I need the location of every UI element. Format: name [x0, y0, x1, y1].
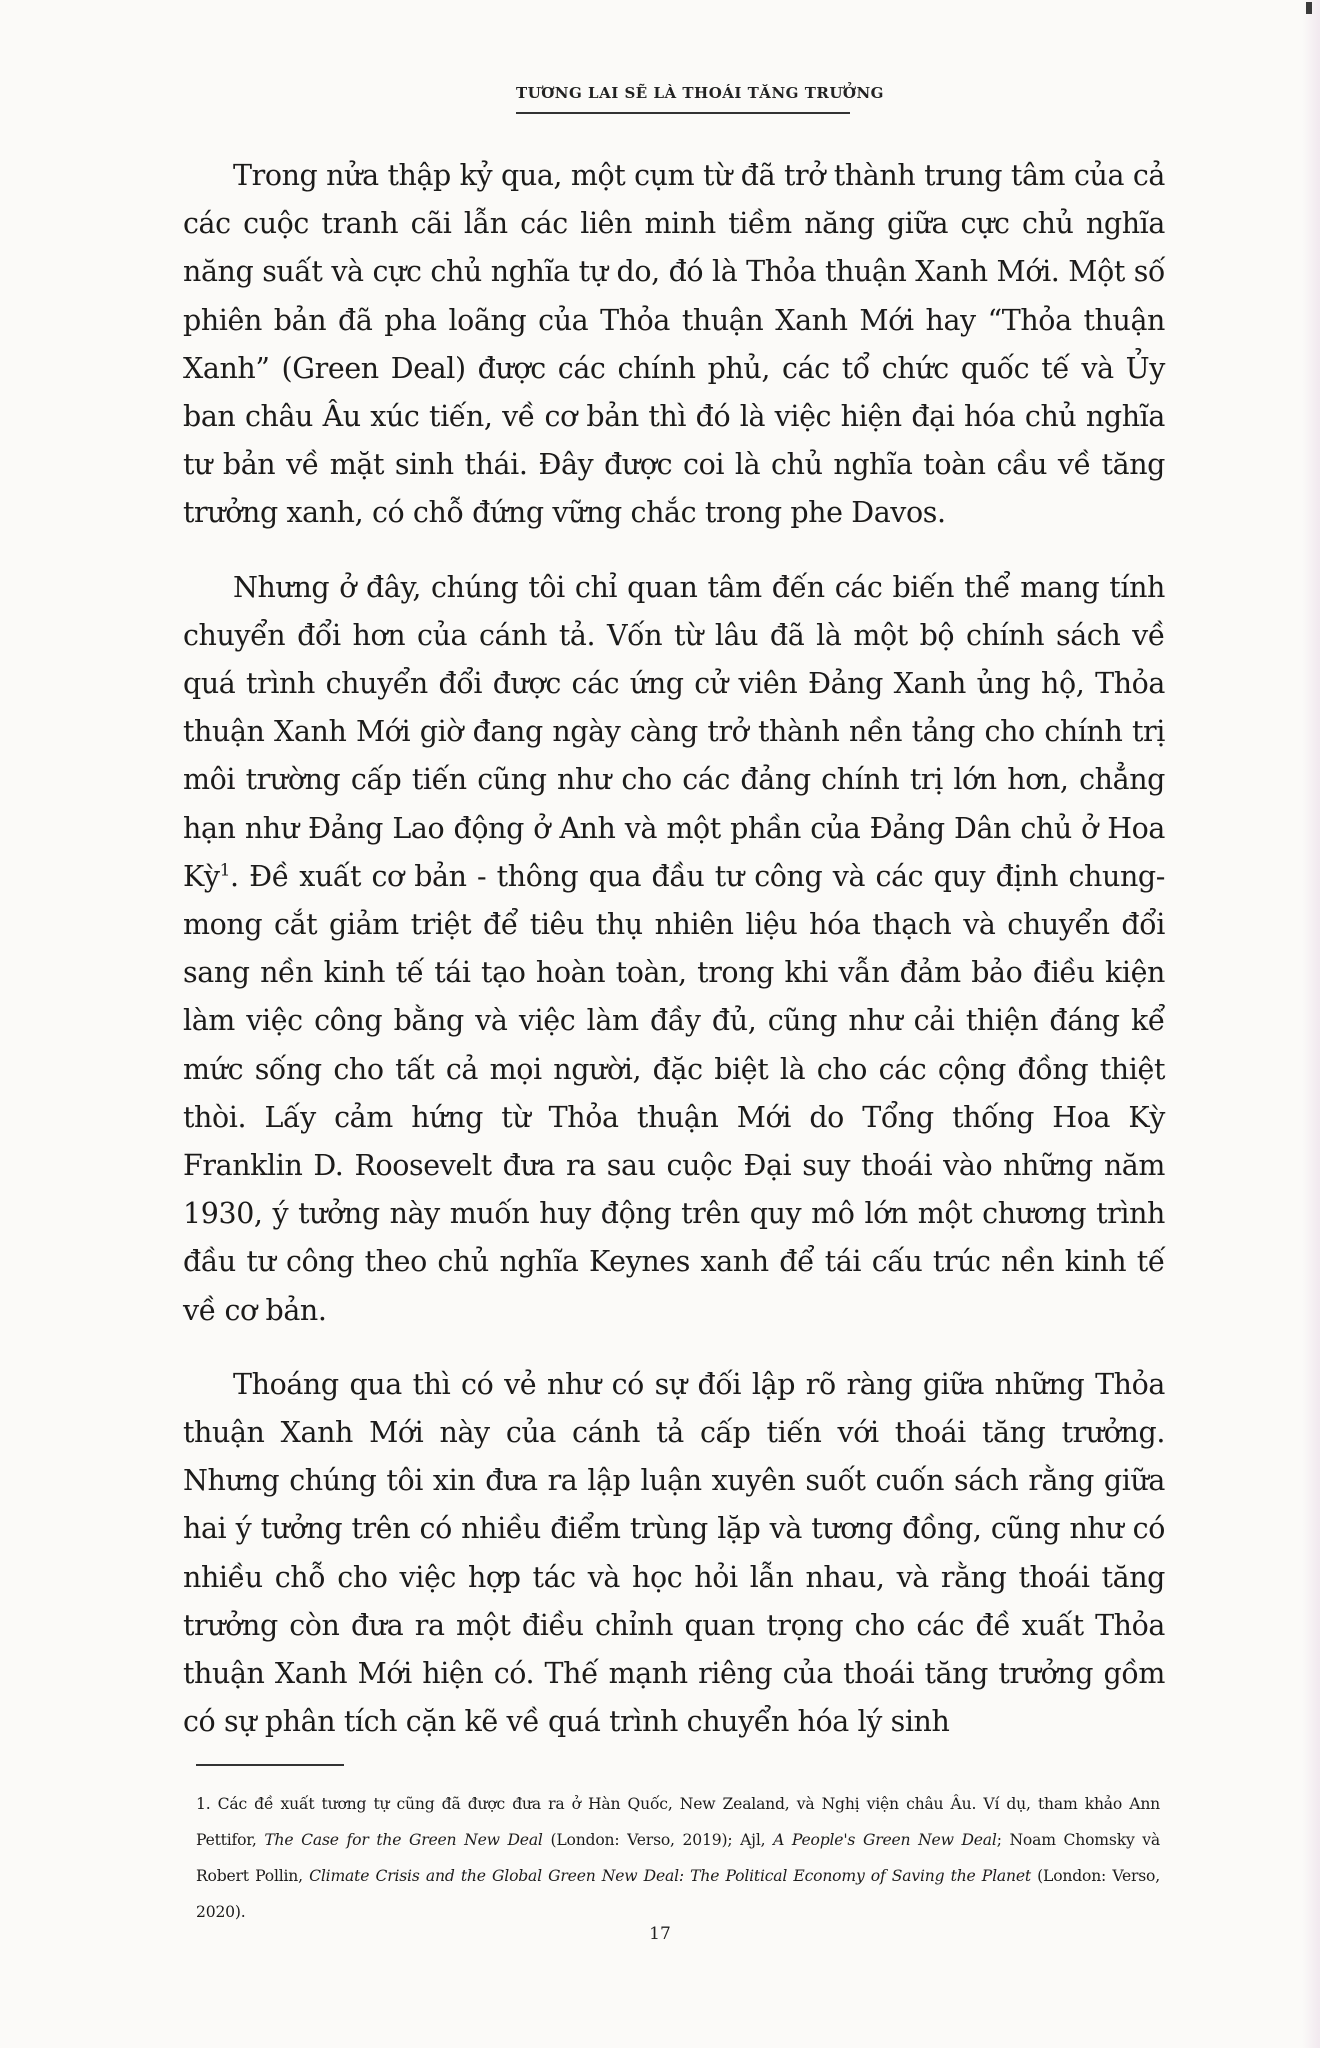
footnote-title-2: A People's Green New Deal [773, 1831, 997, 1849]
footnote-title-1: The Case for the Green New Deal [264, 1831, 543, 1849]
paragraph-2-text-b: . Đề xuất cơ bản - thông qua đầu tư công và các quy định chung- mong cắt giảm triệt để tiêu thụ nhiên liệu hóa thạch và chuyển đổi sang nền kinh tế tái tạo hoàn toàn, trong khi vẫn đảm bảo điều kiện làm việc công bằng và việc làm đầy đủ, cũng như cải thiện đáng kể mức sống cho tất cả mọi người, đặc biệt là cho các cộng đồng thiệt thòi. Lấy cảm hứng từ Thỏa thuận Mới do Tổng thống Hoa Kỳ Franklin D. Roosevelt đưa ra sau cuộc Đại suy thoái vào những năm 1930, ý tưởng này muốn huy động trên quy mô lớn một chương trình đầu tư công theo chủ nghĩa Keynes xanh để tái cấu trúc nền kinh tế về cơ bản. [183, 859, 1165, 1327]
scan-edge [1302, 0, 1320, 2048]
footnote [196, 1786, 1160, 1930]
paragraph-1: Trong nửa thập kỷ qua, một cụm từ đã trở thành trung tâm của cả các cuộc tranh cãi lẫn các liên minh tiềm năng giữa cực chủ nghĩa năng suất và cực chủ nghĩa tự do, đó là Thỏa thuận Xanh Mới. Một số phiên bản đã pha loãng của Thỏa thuận Xanh Mới hay “Thỏa thuận Xanh” (Green Deal) được các chính phủ, các tổ chức quốc tế và Ủy ban châu Âu xúc tiến, về cơ bản thì đó là việc hiện đại hóa chủ nghĩa tư bản về mặt sinh thái. Đây được coi là chủ nghĩa toàn cầu về tăng trưởng xanh, có chỗ đứng vững chắc trong phe Davos. [183, 159, 1165, 530]
body-text [183, 152, 1165, 1747]
running-header [516, 84, 884, 114]
footnote-text-2: (London: Verso, 2019); Ajl, [542, 1831, 774, 1849]
running-title: TƯƠNG LAI SẼ LÀ THOÁI TĂNG TRƯỞNG [516, 84, 884, 102]
footnote-title-3: Climate Crisis and the Global Green New Deal: The Political Economy of Saving the Planet [309, 1867, 1031, 1885]
footnote-rule [196, 1764, 344, 1766]
corner-mark [1306, 2, 1312, 14]
footnote-text-3: ; Noam Chomsky và Robert Pollin, [196, 1831, 1160, 1885]
paragraph-2 [183, 564, 1165, 1335]
footnote-text-1: 1. Các đề xuất tương tự cũng đã được đưa ra ở Hàn Quốc, New Zealand, và Nghị viện châu Âu. Ví dụ, tham khảo Ann Pettifor, [196, 1795, 1160, 1849]
footnote-text-4: (London: Verso, 2020). [196, 1867, 1160, 1921]
paragraph-2-text-a: Nhưng ở đây, chúng tôi chỉ quan tâm đến các biến thể mang tính chuyển đổi hơn của cánh tả. Vốn từ lâu đã là một bộ chính sách về quá trình chuyển đổi được các ứng cử viên Đảng Xanh ủng hộ, Thỏa thuận Xanh Mới giờ đang ngày càng trở thành nền tảng cho chính trị môi trường cấp tiến cũng như cho các đảng chính trị lớn hơn, chẳng hạn như Đảng Lao động ở Anh và một phần của Đảng Dân chủ ở Hoa Kỳ [183, 570, 1165, 893]
header-rule [516, 112, 850, 114]
page-number: 17 [649, 1924, 671, 1944]
footnote-reference[interactable]: 1 [219, 860, 231, 881]
paragraph-3: Thoáng qua thì có vẻ như có sự đối lập rõ ràng giữa những Thỏa thuận Xanh Mới này của cánh tả cấp tiến với thoái tăng trưởng. Nhưng chúng tôi xin đưa ra lập luận xuyên suốt cuốn sách rằng giữa hai ý tưởng trên có nhiều điểm trùng lặp và tương đồng, cũng như có nhiều chỗ cho việc hợp tác và học hỏi lẫn nhau, và rằng thoái tăng trưởng còn đưa ra một điều chỉnh quan trọng cho các đề xuất Thỏa thuận Xanh Mới hiện có. Thế mạnh riêng của thoái tăng trưởng gồm có sự phân tích cặn kẽ về quá trình chuyển hóa lý sinh [183, 1367, 1165, 1739]
